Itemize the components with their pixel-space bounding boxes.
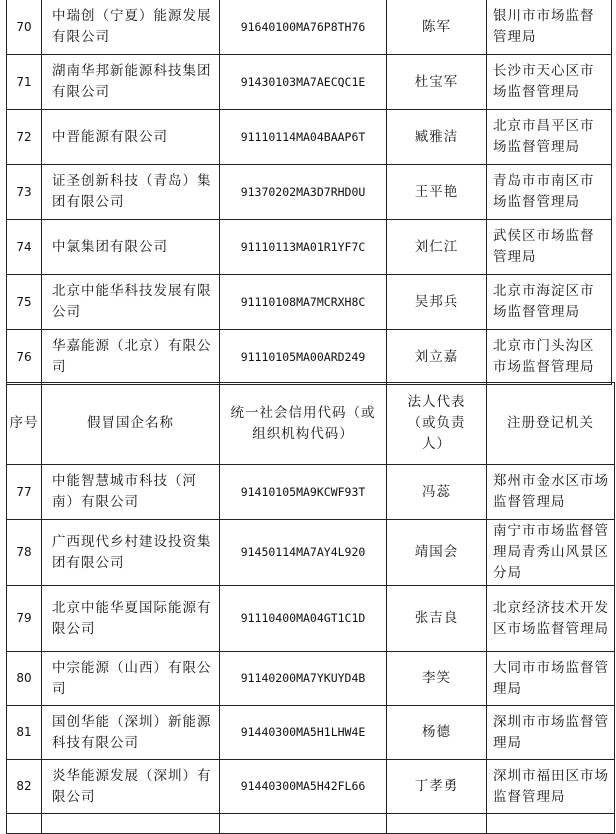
table-row (7, 652, 615, 706)
company-name: 北京中能华科技发展有限公司 (42, 275, 220, 330)
table-row (7, 706, 615, 760)
credit-code: 91450114MA7AY4L920 (220, 520, 387, 586)
row-number: 75 (7, 275, 42, 330)
registration-authority: 北京经济技术开发区市场监督管理局 (487, 586, 615, 652)
company-name: 华嘉能源（北京）有限公司 (42, 330, 220, 385)
registration-authority: 北京市昌平区市场监督管理局 (487, 110, 612, 165)
header-registration-authority: 注册登记机关 (487, 383, 615, 465)
table-row (7, 330, 612, 385)
header-credit-code: 统一社会信用代码（或组织机构代码） (220, 383, 387, 465)
table-row (7, 165, 612, 220)
credit-code: 91430103MA7AECQC1E (220, 55, 387, 110)
legal-representative: 李笑 (387, 652, 487, 706)
company-name: 中晋能源有限公司 (42, 110, 220, 165)
credit-code: 91370202MA3D7RHD0U (220, 165, 387, 220)
credit-code: 91440300MA5H42FL66 (220, 760, 387, 814)
table-row (7, 465, 615, 520)
table-row (7, 0, 612, 55)
row-number: 71 (7, 55, 42, 110)
row-number: 78 (7, 520, 42, 586)
credit-code: 91110400MA04GT1C1D (220, 586, 387, 652)
row-number: 82 (7, 760, 42, 814)
credit-code: 91110108MA7MCRXH8C (220, 275, 387, 330)
registration-authority: 北京市海淀区市场监督管理局 (487, 275, 612, 330)
header-company-name: 假冒国企名称 (42, 383, 220, 465)
table-row (7, 760, 615, 814)
registration-authority: 银川市市场监督管理局 (487, 0, 612, 55)
registration-authority: 南宁市市场监督管理局青秀山风景区分局 (487, 520, 615, 586)
legal-representative: 丁孝勇 (387, 760, 487, 814)
registration-authority: 郑州市金水区市场监督管理局 (487, 465, 615, 520)
company-name: 中宗能源（山西）有限公司 (42, 652, 220, 706)
legal-representative: 陈军 (387, 0, 487, 55)
top-table (6, 0, 612, 385)
empty-cell (42, 814, 220, 834)
company-name: 北京中能华夏国际能源有限公司 (42, 586, 220, 652)
row-number: 70 (7, 0, 42, 55)
row-number: 77 (7, 465, 42, 520)
row-number: 72 (7, 110, 42, 165)
registration-authority: 深圳市福田区市场监督管理局 (487, 760, 615, 814)
legal-representative: 刘立嘉 (387, 330, 487, 385)
table-row (7, 55, 612, 110)
registration-authority: 武侯区市场监督管理局 (487, 220, 612, 275)
empty-cell (220, 814, 387, 834)
company-name: 湖南华邦新能源科技集团有限公司 (42, 55, 220, 110)
company-name: 国创华能（深圳）新能源科技有限公司 (42, 706, 220, 760)
credit-code: 91110113MA01R1YF7C (220, 220, 387, 275)
company-name: 中瑞创（宁夏）能源发展有限公司 (42, 0, 220, 55)
credit-code: 91110105MA00ARD249 (220, 330, 387, 385)
bottom-table (6, 382, 615, 834)
company-name: 广西现代乡村建设投资集团有限公司 (42, 520, 220, 586)
legal-representative: 臧雅洁 (387, 110, 487, 165)
table-row-partial (7, 814, 615, 834)
row-number: 74 (7, 220, 42, 275)
company-name: 证圣创新科技（青岛）集团有限公司 (42, 165, 220, 220)
registration-authority: 北京市门头沟区市场监督管理局 (487, 330, 612, 385)
legal-representative: 冯蕊 (387, 465, 487, 520)
legal-representative: 靖国会 (387, 520, 487, 586)
registration-authority: 大同市市场监督管理局 (487, 652, 615, 706)
table-row (7, 110, 612, 165)
row-number: 80 (7, 652, 42, 706)
credit-code: 91640100MA76P8TH76 (220, 0, 387, 55)
empty-cell (387, 814, 487, 834)
company-name: 中能智慧城市科技（河南）有限公司 (42, 465, 220, 520)
table-row (7, 586, 615, 652)
row-number: 81 (7, 706, 42, 760)
credit-code: 91110114MA04BAAP6T (220, 110, 387, 165)
credit-code: 91410105MA9KCWF93T (220, 465, 387, 520)
credit-code: 91440300MA5H1LHW4E (220, 706, 387, 760)
row-number: 79 (7, 586, 42, 652)
empty-cell (487, 814, 615, 834)
row-number: 76 (7, 330, 42, 385)
header-index: 序号 (7, 383, 42, 465)
header-legal-representative: 法人代表（或负责人） (387, 383, 487, 465)
legal-representative: 吴邦兵 (387, 275, 487, 330)
legal-representative: 张吉良 (387, 586, 487, 652)
legal-representative: 王平艳 (387, 165, 487, 220)
credit-code: 91140200MA7YKUYD4B (220, 652, 387, 706)
company-name: 炎华能源发展（深圳）有限公司 (42, 760, 220, 814)
table-row (7, 220, 612, 275)
legal-representative: 杜宝军 (387, 55, 487, 110)
empty-cell (7, 814, 42, 834)
legal-representative: 刘仁江 (387, 220, 487, 275)
registration-authority: 青岛市市南区市场监督管理局 (487, 165, 612, 220)
registration-authority: 深圳市市场监督管理局 (487, 706, 615, 760)
table-header-row (7, 383, 615, 465)
table-row (7, 275, 612, 330)
legal-representative: 杨德 (387, 706, 487, 760)
company-name: 中氯集团有限公司 (42, 220, 220, 275)
row-number: 73 (7, 165, 42, 220)
registration-authority: 长沙市天心区市场监督管理局 (487, 55, 612, 110)
table-row (7, 520, 615, 586)
